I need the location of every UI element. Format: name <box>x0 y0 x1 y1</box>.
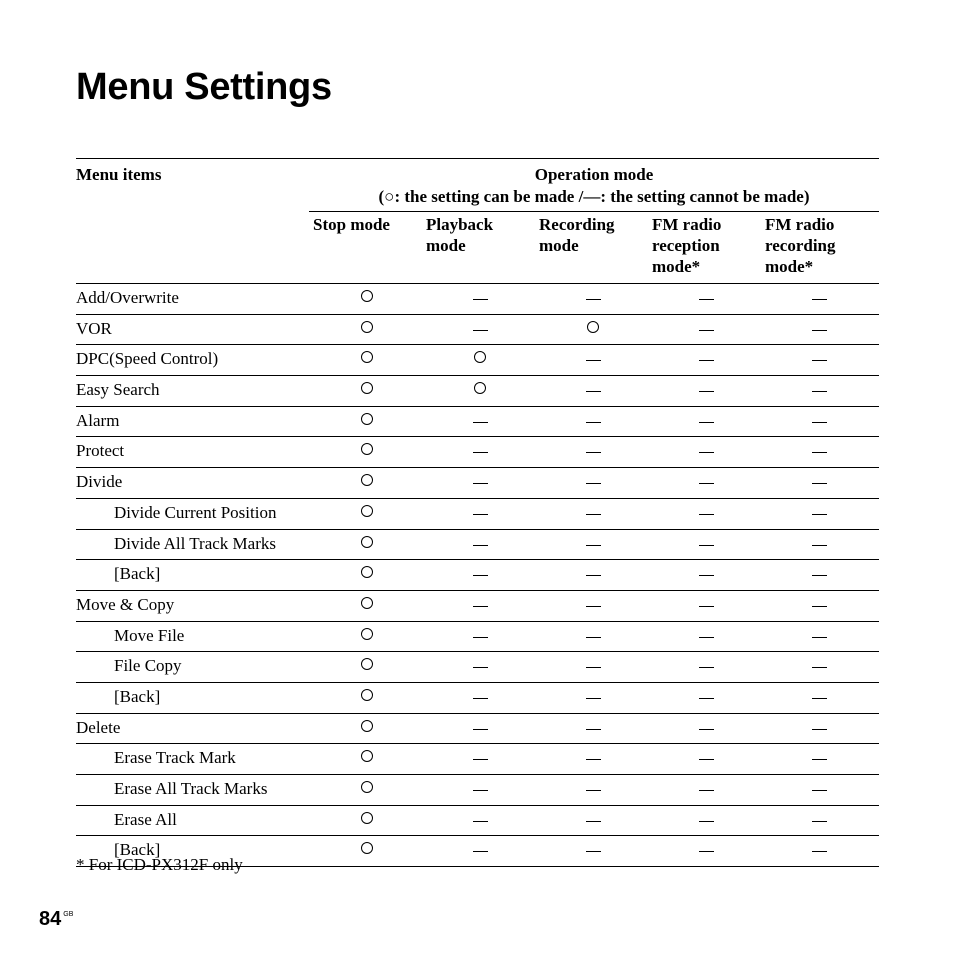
dash-icon <box>473 606 488 607</box>
circle-icon <box>361 720 373 732</box>
setting-unavailable-cell <box>804 315 834 345</box>
setting-unavailable-cell <box>578 836 608 866</box>
row-label: Divide <box>76 472 123 492</box>
row-label: DPC(Speed Control) <box>76 349 219 369</box>
dash-icon <box>586 667 601 668</box>
setting-unavailable-cell <box>578 714 608 744</box>
dash-icon <box>473 575 488 576</box>
setting-unavailable-cell <box>465 622 495 652</box>
footnote: * For ICD-PX312F only <box>76 855 243 874</box>
table-row <box>76 652 879 683</box>
dash-icon <box>586 514 601 515</box>
setting-unavailable-cell <box>465 530 495 560</box>
table-row <box>76 407 879 438</box>
setting-unavailable-cell <box>804 622 834 652</box>
setting-unavailable-cell <box>804 345 834 375</box>
setting-available-cell <box>352 775 382 805</box>
setting-unavailable-cell <box>691 652 721 682</box>
setting-unavailable-cell <box>465 591 495 621</box>
table-row <box>76 622 879 653</box>
setting-unavailable-cell <box>691 437 721 467</box>
table-row <box>76 345 879 376</box>
table-body <box>76 284 879 867</box>
circle-icon <box>361 628 373 640</box>
setting-unavailable-cell <box>465 652 495 682</box>
setting-available-cell <box>352 806 382 836</box>
page-number <box>39 908 73 931</box>
setting-unavailable-cell <box>804 530 834 560</box>
dash-icon <box>586 545 601 546</box>
setting-unavailable-cell <box>804 744 834 774</box>
table-header <box>76 159 879 284</box>
dash-icon <box>586 299 601 300</box>
table-row <box>76 744 879 775</box>
column-header-line: reception <box>652 236 720 255</box>
setting-unavailable-cell <box>578 499 608 529</box>
row-label: Move & Copy <box>76 594 175 614</box>
row-label: Alarm <box>76 410 120 430</box>
dash-icon <box>699 360 714 361</box>
setting-unavailable-cell <box>691 560 721 590</box>
dash-icon <box>473 330 488 331</box>
row-label: Divide Current Position <box>114 502 277 522</box>
row-label: [Back] <box>114 840 161 860</box>
table-row <box>76 560 879 591</box>
circle-icon <box>474 351 486 363</box>
dash-icon <box>812 759 827 760</box>
circle-icon <box>361 658 373 670</box>
dash-icon <box>586 851 601 852</box>
setting-available-cell <box>352 652 382 682</box>
dash-icon <box>586 483 601 484</box>
dash-icon <box>473 698 488 699</box>
row-label: Divide All Track Marks <box>114 533 276 553</box>
column-header-line: FM radio <box>652 215 722 234</box>
row-label: Easy Search <box>76 380 160 400</box>
setting-unavailable-cell <box>804 714 834 744</box>
dash-icon <box>812 483 827 484</box>
dash-icon <box>586 391 601 392</box>
dash-icon <box>812 299 827 300</box>
setting-unavailable-cell <box>804 652 834 682</box>
dash-icon <box>473 514 488 515</box>
dash-icon <box>812 667 827 668</box>
setting-unavailable-cell <box>578 530 608 560</box>
dash-icon <box>473 851 488 852</box>
dash-icon <box>473 299 488 300</box>
setting-available-cell <box>352 468 382 498</box>
setting-available-cell <box>352 836 382 866</box>
circle-icon <box>361 536 373 548</box>
setting-unavailable-cell <box>465 836 495 866</box>
setting-unavailable-cell <box>804 407 834 437</box>
setting-unavailable-cell <box>465 315 495 345</box>
table-row <box>76 530 879 561</box>
dash-icon <box>586 360 601 361</box>
dash-icon <box>812 821 827 822</box>
table-row <box>76 315 879 346</box>
setting-unavailable-cell <box>465 284 495 314</box>
setting-unavailable-cell <box>691 744 721 774</box>
setting-unavailable-cell <box>804 683 834 713</box>
setting-unavailable-cell <box>804 437 834 467</box>
circle-icon <box>361 351 373 363</box>
dash-icon <box>473 790 488 791</box>
setting-unavailable-cell <box>691 775 721 805</box>
dash-icon <box>699 667 714 668</box>
circle-icon <box>361 413 373 425</box>
circle-icon <box>361 750 373 762</box>
setting-unavailable-cell <box>578 744 608 774</box>
menu-items-header: Menu items <box>76 165 162 184</box>
dash-icon <box>812 851 827 852</box>
setting-unavailable-cell <box>578 775 608 805</box>
setting-available-cell <box>352 744 382 774</box>
dash-icon <box>586 422 601 423</box>
dash-icon <box>699 698 714 699</box>
dash-icon <box>812 698 827 699</box>
setting-unavailable-cell <box>578 407 608 437</box>
setting-unavailable-cell <box>804 775 834 805</box>
circle-icon <box>587 321 599 333</box>
dash-icon <box>699 452 714 453</box>
dash-icon <box>473 545 488 546</box>
column-header-4 <box>765 214 836 277</box>
dash-icon <box>473 422 488 423</box>
setting-unavailable-cell <box>465 560 495 590</box>
setting-unavailable-cell <box>578 560 608 590</box>
setting-available-cell <box>352 683 382 713</box>
column-header-1 <box>426 214 493 256</box>
setting-available-cell <box>352 376 382 406</box>
circle-icon <box>361 781 373 793</box>
row-label: Protect <box>76 441 125 461</box>
dash-icon <box>473 667 488 668</box>
dash-icon <box>473 759 488 760</box>
table-row <box>76 591 879 622</box>
setting-available-cell <box>352 622 382 652</box>
row-label: VOR <box>76 318 112 338</box>
setting-unavailable-cell <box>465 468 495 498</box>
dash-icon <box>699 483 714 484</box>
column-header-0 <box>313 214 390 235</box>
row-label: [Back] <box>114 564 161 584</box>
setting-unavailable-cell <box>465 437 495 467</box>
dash-icon <box>812 790 827 791</box>
setting-available-cell <box>465 345 495 375</box>
setting-unavailable-cell <box>465 407 495 437</box>
column-header-line: Stop mode <box>313 215 390 234</box>
dash-icon <box>699 391 714 392</box>
setting-unavailable-cell <box>804 560 834 590</box>
table-row <box>76 437 879 468</box>
setting-unavailable-cell <box>691 622 721 652</box>
menu-settings-table <box>76 158 879 867</box>
column-header-line: Recording <box>539 215 615 234</box>
setting-unavailable-cell <box>465 806 495 836</box>
table-row <box>76 376 879 407</box>
setting-unavailable-cell <box>465 499 495 529</box>
setting-unavailable-cell <box>578 284 608 314</box>
setting-unavailable-cell <box>465 744 495 774</box>
setting-unavailable-cell <box>691 530 721 560</box>
setting-available-cell <box>465 376 495 406</box>
row-label: Delete <box>76 717 121 737</box>
setting-unavailable-cell <box>578 437 608 467</box>
dash-icon <box>812 330 827 331</box>
dash-icon <box>473 821 488 822</box>
row-label: Add/Overwrite <box>76 288 179 307</box>
setting-unavailable-cell <box>578 652 608 682</box>
column-header-line: mode* <box>765 257 814 276</box>
circle-icon <box>361 321 373 333</box>
circle-icon <box>361 474 373 486</box>
dash-icon <box>699 422 714 423</box>
dash-icon <box>699 606 714 607</box>
setting-unavailable-cell <box>804 836 834 866</box>
page-number-value: 84 <box>39 908 62 930</box>
setting-available-cell <box>352 714 382 744</box>
dash-icon <box>699 545 714 546</box>
page-title: Menu Settings <box>76 66 332 108</box>
dash-icon <box>473 483 488 484</box>
table-row <box>76 284 879 315</box>
dash-icon <box>699 575 714 576</box>
dash-icon <box>699 729 714 730</box>
table-row <box>76 499 879 530</box>
table-row <box>76 683 879 714</box>
row-label: Move File <box>114 625 185 645</box>
setting-unavailable-cell <box>578 376 608 406</box>
circle-icon <box>361 812 373 824</box>
column-header-3 <box>652 214 721 277</box>
setting-available-cell <box>578 315 608 345</box>
dash-icon <box>812 545 827 546</box>
dash-icon <box>699 821 714 822</box>
dash-icon <box>812 514 827 515</box>
setting-unavailable-cell <box>691 315 721 345</box>
column-header-line: recording <box>765 236 836 255</box>
setting-unavailable-cell <box>804 591 834 621</box>
dash-icon <box>812 422 827 423</box>
setting-unavailable-cell <box>691 407 721 437</box>
dash-icon <box>473 452 488 453</box>
dash-icon <box>586 821 601 822</box>
dash-icon <box>812 452 827 453</box>
dash-icon <box>586 729 601 730</box>
setting-unavailable-cell <box>578 683 608 713</box>
operation-mode-legend: (○: the setting can be made /—: the setting cannot be made) <box>378 187 810 206</box>
dash-icon <box>699 330 714 331</box>
setting-available-cell <box>352 530 382 560</box>
setting-unavailable-cell <box>804 284 834 314</box>
setting-available-cell <box>352 315 382 345</box>
dash-icon <box>699 637 714 638</box>
setting-available-cell <box>352 591 382 621</box>
dash-icon <box>812 637 827 638</box>
dash-icon <box>586 637 601 638</box>
row-label: File Copy <box>114 656 182 676</box>
column-header-line: Playback <box>426 215 494 234</box>
setting-unavailable-cell <box>804 806 834 836</box>
circle-icon <box>361 290 373 302</box>
dash-icon <box>699 851 714 852</box>
setting-unavailable-cell <box>691 499 721 529</box>
setting-unavailable-cell <box>804 468 834 498</box>
circle-icon <box>474 382 486 394</box>
setting-available-cell <box>352 345 382 375</box>
column-header-line: mode* <box>652 257 701 276</box>
circle-icon <box>361 842 373 854</box>
setting-available-cell <box>352 437 382 467</box>
dash-icon <box>699 514 714 515</box>
table-row <box>76 714 879 745</box>
setting-unavailable-cell <box>691 683 721 713</box>
dash-icon <box>699 299 714 300</box>
setting-unavailable-cell <box>691 836 721 866</box>
column-header-line: mode <box>539 236 579 255</box>
setting-available-cell <box>352 407 382 437</box>
setting-unavailable-cell <box>465 775 495 805</box>
column-header-2 <box>539 214 615 256</box>
circle-icon <box>361 382 373 394</box>
dash-icon <box>812 729 827 730</box>
row-label: Erase All <box>114 809 177 829</box>
setting-unavailable-cell <box>578 345 608 375</box>
dash-icon <box>586 575 601 576</box>
row-label: [Back] <box>114 686 161 706</box>
setting-unavailable-cell <box>804 376 834 406</box>
setting-unavailable-cell <box>578 806 608 836</box>
setting-available-cell <box>352 560 382 590</box>
setting-unavailable-cell <box>691 714 721 744</box>
row-label: Erase Track Mark <box>114 748 236 768</box>
dash-icon <box>812 360 827 361</box>
circle-icon <box>361 505 373 517</box>
setting-unavailable-cell <box>691 468 721 498</box>
setting-unavailable-cell <box>465 683 495 713</box>
dash-icon <box>699 790 714 791</box>
operation-mode-header <box>309 164 879 212</box>
dash-icon <box>586 452 601 453</box>
table-row <box>76 806 879 837</box>
dash-icon <box>473 729 488 730</box>
setting-unavailable-cell <box>578 622 608 652</box>
dash-icon <box>699 759 714 760</box>
table-row <box>76 468 879 499</box>
setting-unavailable-cell <box>691 806 721 836</box>
setting-unavailable-cell <box>465 714 495 744</box>
circle-icon <box>361 689 373 701</box>
circle-icon <box>361 597 373 609</box>
setting-unavailable-cell <box>804 499 834 529</box>
column-header-line: mode <box>426 236 466 255</box>
dash-icon <box>586 759 601 760</box>
page-region-code: GB <box>63 911 74 918</box>
setting-unavailable-cell <box>691 376 721 406</box>
setting-unavailable-cell <box>578 591 608 621</box>
dash-icon <box>586 606 601 607</box>
dash-icon <box>586 698 601 699</box>
setting-unavailable-cell <box>691 591 721 621</box>
setting-available-cell <box>352 284 382 314</box>
dash-icon <box>812 575 827 576</box>
setting-unavailable-cell <box>691 284 721 314</box>
dash-icon <box>812 391 827 392</box>
dash-icon <box>812 606 827 607</box>
dash-icon <box>473 637 488 638</box>
table-row <box>76 775 879 806</box>
row-label: Erase All Track Marks <box>114 779 268 798</box>
setting-available-cell <box>352 499 382 529</box>
setting-unavailable-cell <box>578 468 608 498</box>
setting-unavailable-cell <box>691 345 721 375</box>
circle-icon <box>361 443 373 455</box>
operation-mode-title: Operation mode <box>534 165 654 184</box>
dash-icon <box>586 790 601 791</box>
circle-icon <box>361 566 373 578</box>
column-header-line: FM radio <box>765 215 835 234</box>
